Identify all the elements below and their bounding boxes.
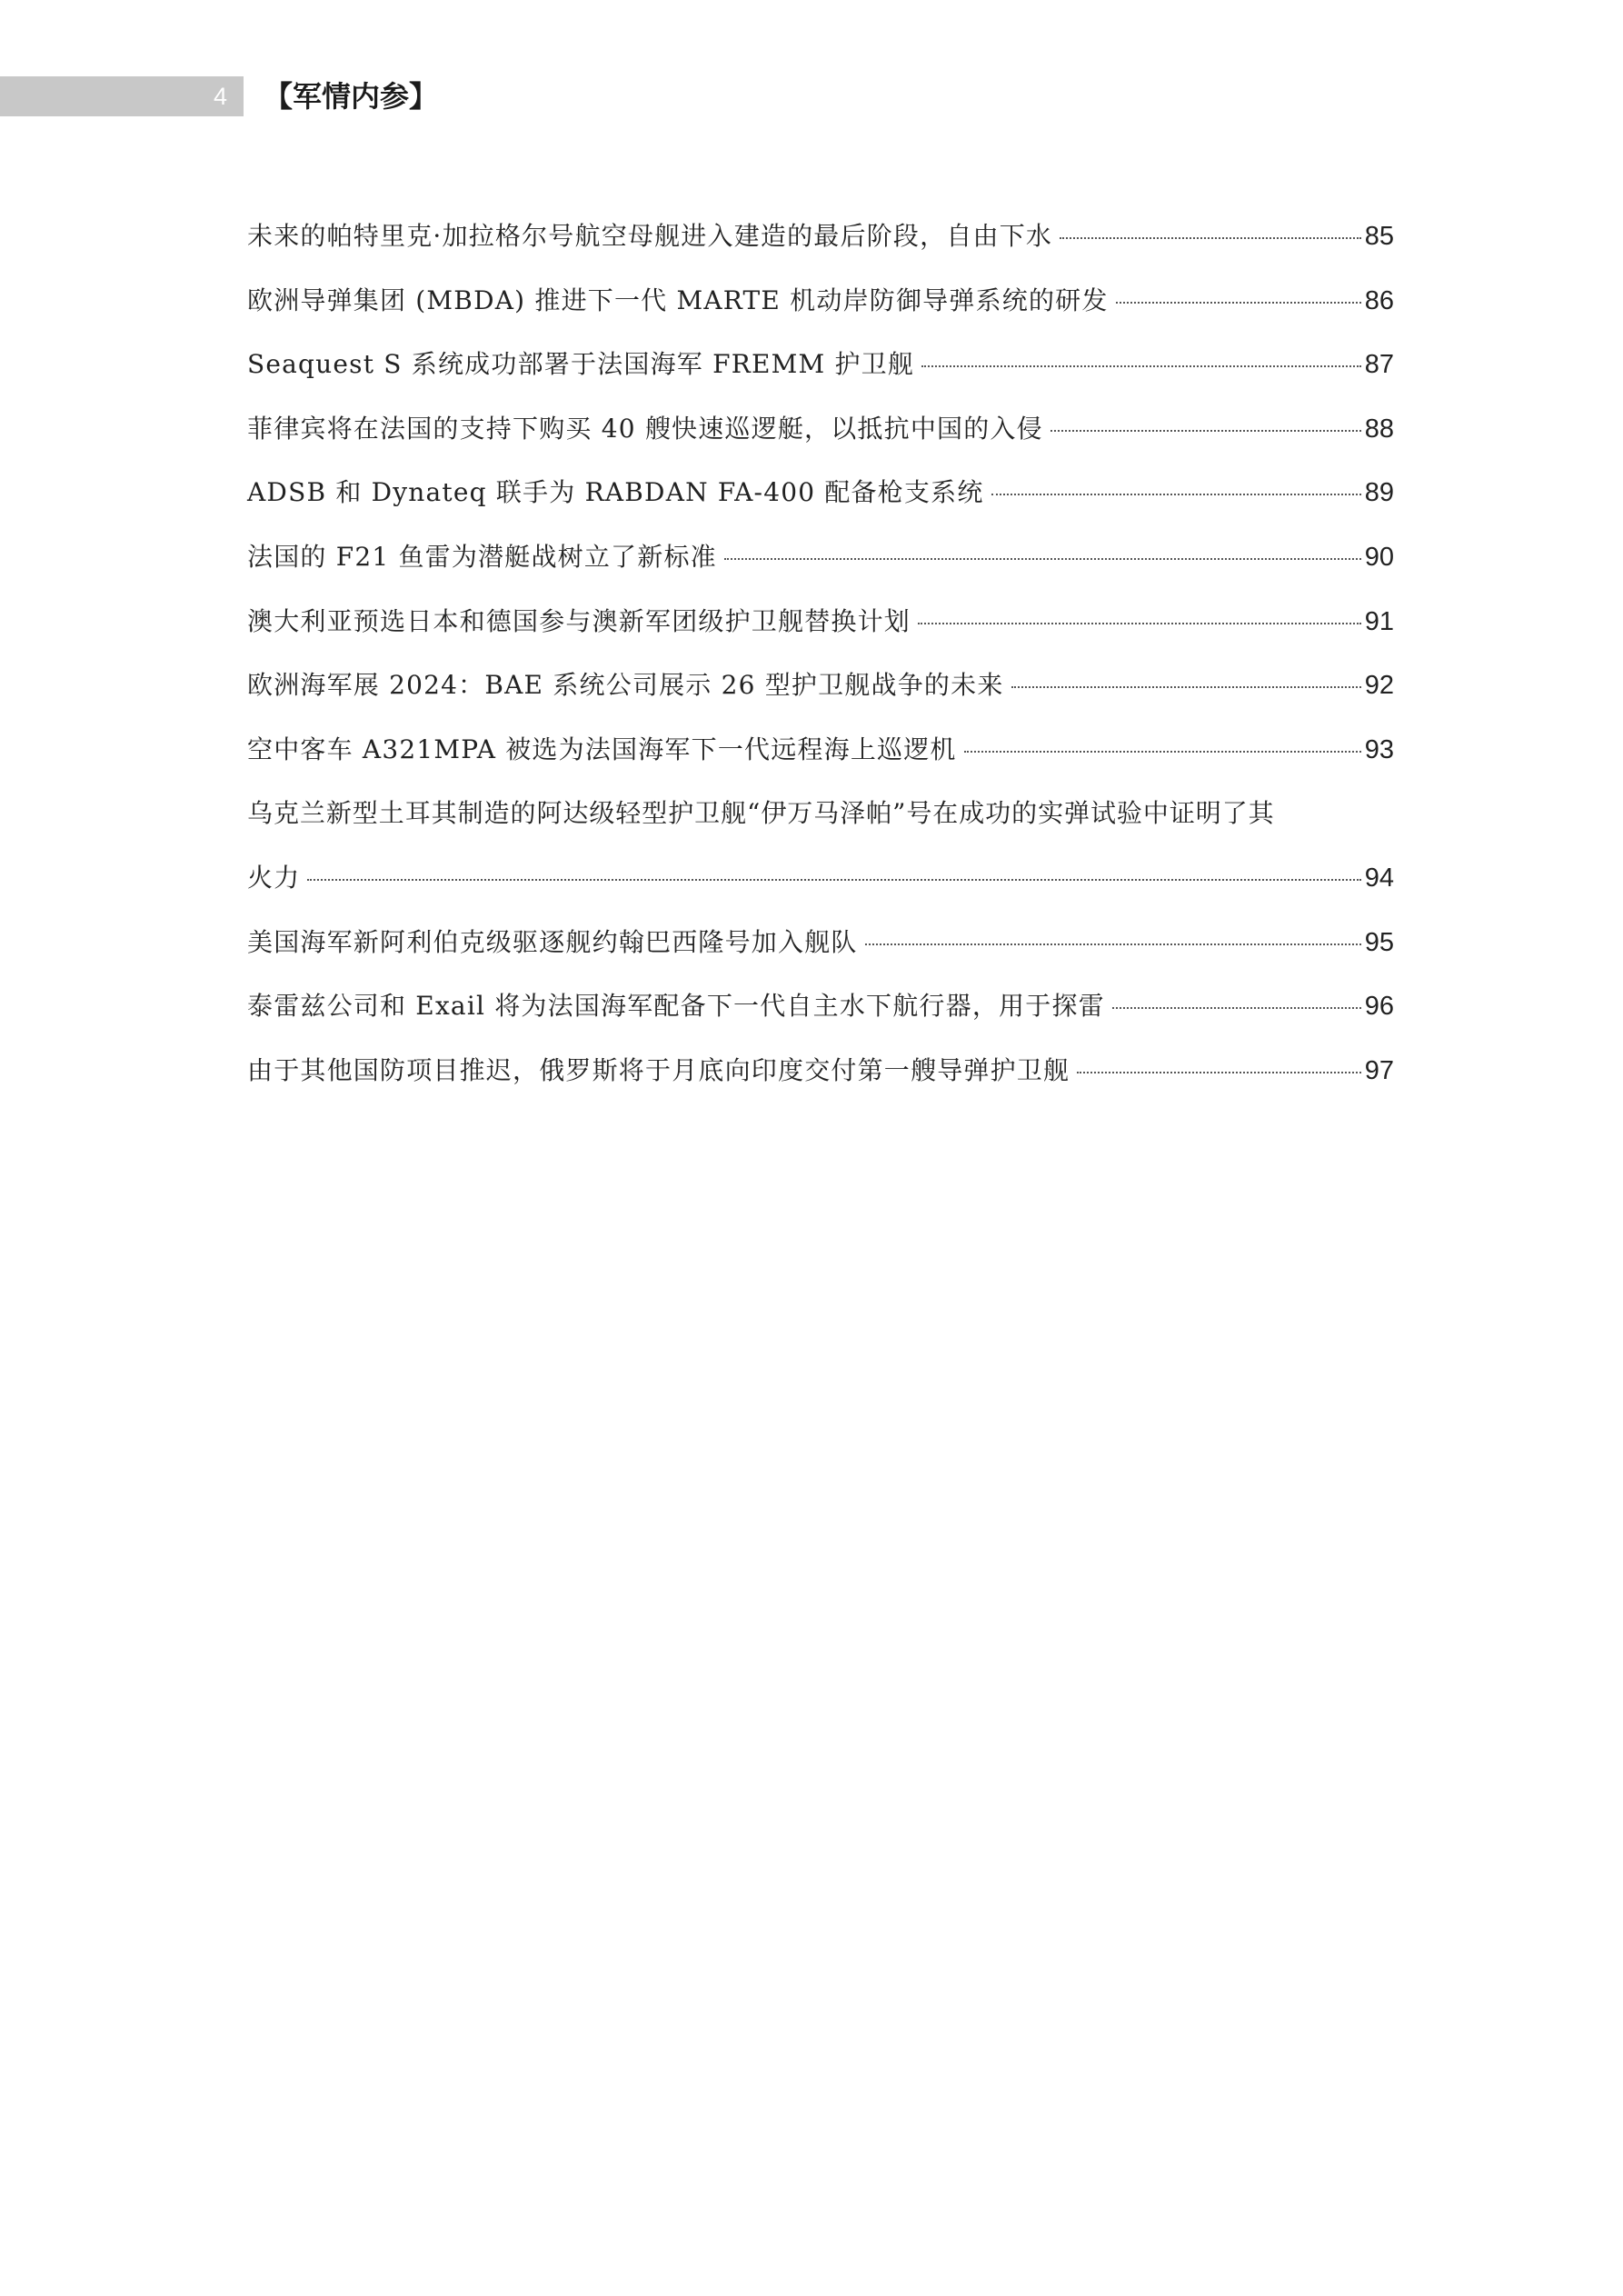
toc-dot-leader xyxy=(307,879,1360,881)
toc-entry-title: 欧洲海军展 2024：BAE 系统公司展示 26 型护卫舰战争的未来 xyxy=(247,670,1004,701)
toc-dot-leader xyxy=(865,943,1361,945)
toc-entry-page: 87 xyxy=(1364,350,1394,380)
toc-entry-title-line2: 火力 xyxy=(247,862,301,893)
toc-entry[interactable] xyxy=(247,269,1394,334)
toc-entry-title: ADSB 和 Dynateq 联手为 RABDAN FA-400 配备枪支系统 xyxy=(247,477,984,508)
toc-entry[interactable] xyxy=(247,911,1394,975)
toc-dot-leader xyxy=(1060,237,1361,239)
toc-entry-title: 欧洲导弹集团 (MBDA) 推进下一代 MARTE 机动岸防御导弹系统的研发 xyxy=(247,285,1109,315)
page-number-bar xyxy=(0,76,244,116)
toc-entry[interactable] xyxy=(247,205,1394,269)
journal-title: 【军情内参】 xyxy=(264,79,439,114)
toc-entry[interactable] xyxy=(247,461,1394,525)
toc-entry-page: 94 xyxy=(1364,863,1394,893)
toc-dot-leader xyxy=(1112,1007,1361,1009)
toc-dot-leader xyxy=(724,558,1361,560)
toc-entry-page: 93 xyxy=(1364,734,1394,764)
toc-entry-page: 96 xyxy=(1364,992,1394,1022)
toc-entry-title: 澳大利亚预选日本和德国参与澳新军团级护卫舰替换计划 xyxy=(247,605,911,636)
toc-entry-title: 未来的帕特里克·加拉格尔号航空母舰进入建造的最后阶段，自由下水 xyxy=(247,221,1053,251)
toc-entry-title: 空中客车 A321MPA 被选为法国海军下一代远程海上巡逻机 xyxy=(247,734,957,764)
toc-entry[interactable] xyxy=(247,654,1394,718)
toc-entry-title: 泰雷兹公司和 Exail 将为法国海军配备下一代自主水下航行器，用于探雷 xyxy=(247,991,1105,1022)
toc-entry[interactable] xyxy=(247,590,1394,654)
toc-entry-page: 95 xyxy=(1364,927,1394,957)
toc-entry-page: 92 xyxy=(1364,671,1394,701)
toc-entry[interactable] xyxy=(247,974,1394,1039)
page-number: 4 xyxy=(213,83,227,110)
toc-entry-title: 菲律宾将在法国的支持下购买 40 艘快速巡逻艇，以抵抗中国的入侵 xyxy=(247,413,1043,444)
toc-dot-leader xyxy=(1011,686,1361,688)
toc-dot-leader xyxy=(1116,302,1361,304)
table-of-contents xyxy=(247,205,1394,1103)
toc-dot-leader xyxy=(1077,1072,1361,1073)
toc-entry-page: 86 xyxy=(1364,285,1394,315)
page-header xyxy=(0,76,545,116)
toc-dot-leader xyxy=(964,751,1361,753)
toc-entry[interactable] xyxy=(247,782,1394,910)
toc-entry[interactable] xyxy=(247,397,1394,462)
toc-entry-page: 85 xyxy=(1364,222,1394,251)
toc-entry-page: 97 xyxy=(1364,1055,1394,1085)
toc-dot-leader xyxy=(991,494,1361,495)
toc-entry-title: 由于其他国防项目推迟，俄罗斯将于月底向印度交付第一艘导弹护卫舰 xyxy=(247,1054,1070,1085)
toc-entry-page: 90 xyxy=(1364,542,1394,572)
toc-dot-leader xyxy=(918,623,1361,624)
toc-dot-leader xyxy=(1050,430,1361,432)
toc-entry-page: 91 xyxy=(1364,606,1394,636)
toc-entry[interactable] xyxy=(247,718,1394,783)
toc-entry-page: 88 xyxy=(1364,414,1394,444)
toc-entry-title-line1: 乌克兰新型土耳其制造的阿达级轻型护卫舰“伊万马泽帕”号在成功的实弹试验中证明了其 xyxy=(247,798,1275,829)
toc-dot-leader xyxy=(921,365,1361,367)
toc-entry-title: 美国海军新阿利伯克级驱逐舰约翰巴西隆号加入舰队 xyxy=(247,926,858,957)
toc-entry-title: 法国的 F21 鱼雷为潜艇战树立了新标准 xyxy=(247,541,717,572)
toc-entry[interactable] xyxy=(247,333,1394,397)
toc-entry-page: 89 xyxy=(1364,478,1394,508)
toc-entry-title: Seaquest S 系统成功部署于法国海军 FREMM 护卫舰 xyxy=(247,349,915,380)
toc-entry[interactable] xyxy=(247,525,1394,590)
toc-entry[interactable] xyxy=(247,1039,1394,1103)
